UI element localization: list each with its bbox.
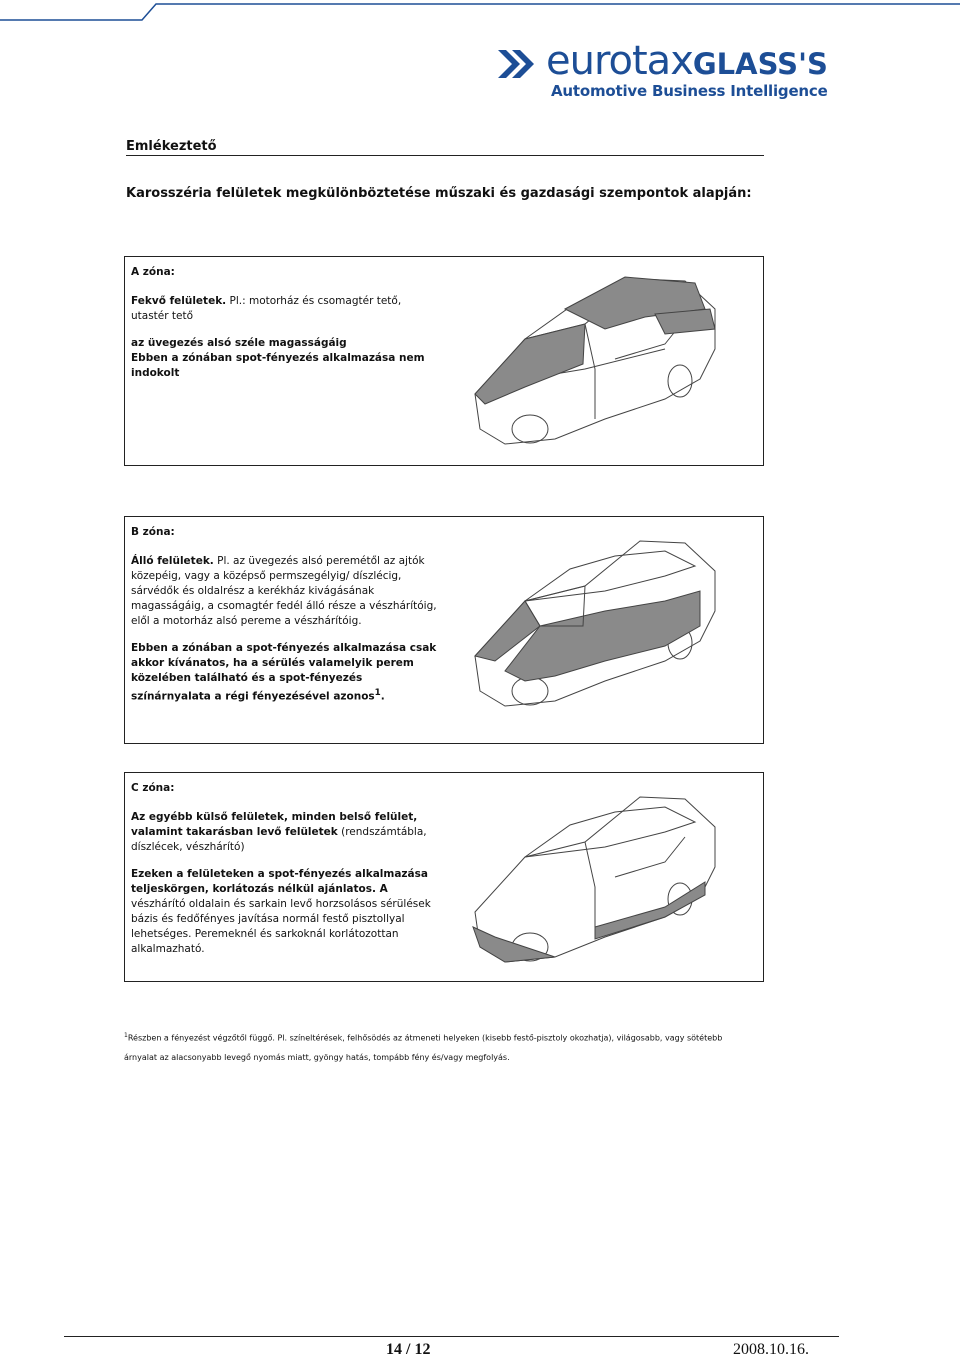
zone-c-para2: Ezeken a felületeken a spot-fényezés alkalmazása teljeskörgen, korlátozás nélkül ajánlatos. A vészhárító oldalain és sarkain levő horzsolásos sérülések bázis és fedőfényes javítása normál festő pisztollyal lehetséges. Peremeknél és sarkoknál korlátozottan alkalmazható. [131,868,431,955]
zone-b-title: B zóna: [131,526,175,538]
page-number: 14 / 12 [386,1341,431,1358]
car-diagram-zone-a [465,269,725,459]
zone-b-bold1: Ebben a zónában a spot-fényezés alkalmazása csak akkor kívánatos, ha a sérülés valamelyik perem közelében található és a spot-fényezés színárnyalata a régi fényezésével azonos$^1$. [131,642,437,703]
zone-c-text [131,781,441,957]
logo-wordmark: eurotaxGLASS'S [546,38,828,84]
zone-c-title: C zóna: [131,782,175,794]
zone-a-text [131,265,431,381]
zone-a-lead: Fekvő felületek. [131,295,227,307]
footnote-line-2: árnyalat az alacsonyabb levegő nyomás miatt, gyöngy hatás, tompább fény és/vagy megfolyás. [124,1052,510,1062]
zone-b-box [124,516,764,744]
zone-c-box [124,772,764,982]
footer-date: 2008.10.16. [733,1341,809,1358]
logo-tagline: Automotive Business Intelligence [551,82,828,100]
heading-rule [126,155,764,156]
zone-a-lead-text: Pl.: motorház és csomagtér tető, utastér tető [131,295,402,322]
zone-b-lead-text: Pl. az üvegezés alsó peremétől az ajtók közepéig, vagy a középső permszegélyig/ díszlécig, sárvédők és oldalrész a kerékház kivágásának magasságáig, a csomagtér fedél álló része a vészhárítóig, elől a motorház alsó pereme a vészhárítóig. [131,555,437,627]
zone-b-lead: Álló felületek. [131,555,214,567]
eurotax-glass-logo [496,40,846,104]
zone-b-text [131,525,441,705]
zone-a-title: A zóna: [131,266,175,278]
car-diagram-zone-c [465,787,725,977]
zone-c-lead: Az egyébb külső felületek, minden belső felület, valamint takarásban levő felületek [131,811,418,838]
zone-a-box [124,256,764,466]
footnote-line-1: $^1$Részben a fényezést végzőtől függő. Pl. színeltérések, felhősödés az átmeneti helyeken (kisebb festő-pisztoly okozhatja), világosabb, vagy sötétebb [124,1032,723,1043]
zone-c-lead-text: (rendszámtábla, díszlécek, vészhárító) [131,826,427,853]
footer-rule [64,1336,839,1337]
page-subheading: Karosszéria felületek megkülönböztetése műszaki és gazdasági szempontok alapján: [126,186,752,201]
zone-a-bold1: az üvegezés alsó széle magasságáig [131,337,347,349]
page-heading: Emlékeztető [126,139,217,154]
footnote [124,1026,784,1067]
car-diagram-zone-b [465,531,725,721]
logo-chevron-icon [496,42,544,86]
zone-a-bold2: Ebben a zónában spot-fényezés alkalmazása nem indokolt [131,352,425,379]
header-rule [0,0,960,24]
